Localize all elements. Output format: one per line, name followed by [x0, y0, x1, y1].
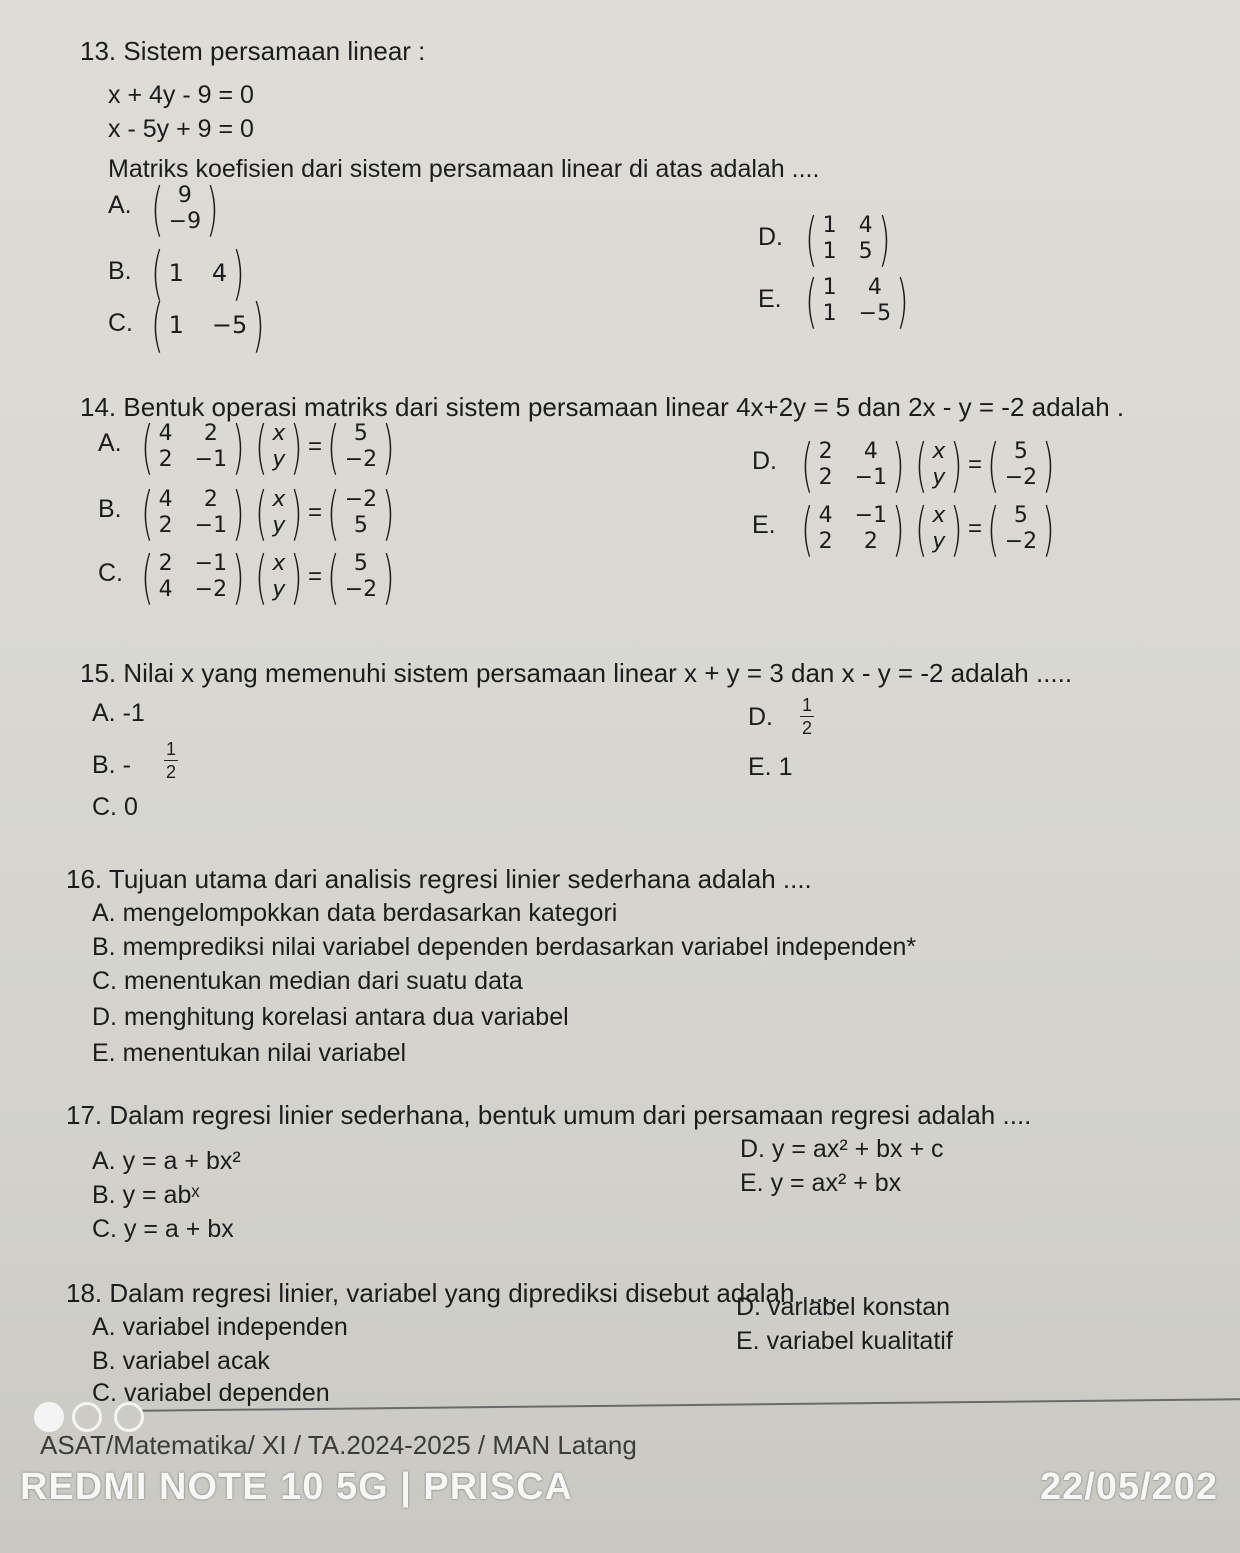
q15-option-a: A. -1 [92, 699, 145, 727]
q13-option-c-matrix: ( 1 −5 ) [151, 291, 265, 359]
q14-stem: 14. Bentuk operasi matriks dari sistem persamaan linear 4x+2y = 5 dan 2x - y = -2 adalah . [80, 392, 1125, 422]
variable-y: y [272, 513, 286, 538]
matrix-cell: −1 [854, 503, 888, 528]
variable-x: x [932, 503, 946, 528]
q14-option-b-equation: ( 4 2 2 −1 ) ( x y ) = ( −2 5 ) [141, 479, 395, 547]
matrix-cell: 2 [158, 447, 173, 472]
matrix-cell: 4 [211, 259, 228, 287]
matrix-cell: 2 [158, 513, 173, 538]
matrix-cell: 2 [818, 529, 833, 554]
camera-watermark-date: 22/05/202 [1040, 1466, 1219, 1508]
matrix-cell: 4 [863, 439, 878, 464]
matrix-cell: −2 [344, 487, 378, 512]
fraction-denominator: 2 [166, 762, 177, 782]
matrix-cell: −5 [858, 301, 892, 326]
q18-option-c: C. variabel dependen [92, 1379, 330, 1407]
q15-option-d-label: D. [748, 703, 773, 731]
q15-option-c: C. 0 [92, 793, 138, 821]
matrix-cell: 4 [818, 503, 833, 528]
q14-option-c-label: C. [98, 559, 123, 587]
matrix-cell: 1 [168, 259, 184, 287]
q15-option-e: E. 1 [748, 753, 793, 781]
matrix-cell: 2 [863, 529, 878, 554]
matrix-cell: 2 [818, 439, 833, 464]
q13-equation-2: x - 5y + 9 = 0 [108, 115, 254, 143]
matrix-cell: 4 [867, 275, 882, 300]
matrix-cell: −1 [194, 447, 228, 472]
matrix-cell: 1 [168, 311, 184, 339]
camera-dot-outline-icon [114, 1402, 144, 1432]
q13-option-b-label: B. [108, 257, 132, 285]
q18-option-b: B. variabel acak [92, 1347, 270, 1375]
q16-stem: 16. Tujuan utama dari analisis regresi linier sederhana adalah .... [66, 864, 812, 894]
q14-option-a-equation: ( 4 2 2 −1 ) ( x y ) = ( 5 −2 ) [141, 413, 395, 481]
matrix-cell: 1 [822, 239, 837, 264]
q13-option-d-label: D. [758, 223, 783, 251]
matrix-cell: −1 [194, 551, 228, 576]
q14-option-c-equation: ( 2 −1 4 −2 ) ( x y ) = ( 5 −2 ) [141, 543, 395, 611]
matrix-cell: 1 [822, 275, 837, 300]
q15-option-b-fraction [164, 738, 178, 783]
camera-dot-outline-icon [72, 1402, 102, 1432]
matrix-cell: 5 [1013, 503, 1028, 528]
equals-sign: = [308, 433, 323, 460]
q17-option-e: E. y = ax² + bx [740, 1169, 902, 1197]
variable-x: x [272, 421, 286, 446]
variable-x: x [272, 487, 286, 512]
equals-sign: = [968, 515, 983, 542]
q18-option-d: D. variabel konstan [736, 1293, 951, 1321]
q16-option-c: C. menentukan median dari suatu data [92, 967, 523, 995]
q17-option-a: A. y = a + bx² [92, 1147, 241, 1175]
q13-option-c-label: C. [108, 309, 133, 337]
matrix-cell: −2 [1004, 529, 1038, 554]
q15-option-d-fraction [800, 694, 814, 739]
q14-option-e-equation: ( 4 −1 2 2 ) ( x y ) = ( 5 −2 ) [801, 495, 1055, 563]
q13-option-b-matrix: ( 1 4 ) [151, 239, 245, 307]
matrix-cell: −9 [168, 209, 202, 234]
camera-dot-filled-icon [34, 1402, 64, 1432]
q13-option-e-label: E. [758, 285, 782, 313]
q13-option-d-matrix: ( 1 4 1 5 ) [805, 205, 891, 273]
q17-option-d: D. y = ax² + bx + c [740, 1135, 944, 1163]
q13-equation-1: x + 4y - 9 = 0 [108, 81, 254, 109]
matrix-cell: −2 [194, 577, 228, 602]
q13-prompt: Matriks koefisien dari sistem persamaan linear di atas adalah .... [108, 155, 820, 183]
q15-option-b-label: B. - [92, 751, 131, 779]
q13-option-a-matrix: ( 9 −9 ) [151, 175, 219, 243]
q13-option-e-matrix: ( 1 4 1 −5 ) [805, 267, 909, 335]
q17-stem: 17. Dalam regresi linier sederhana, bentuk umum dari persamaan regresi adalah .... [66, 1100, 1032, 1130]
matrix-cell: −2 [344, 447, 378, 472]
q16-option-a: A. mengelompokkan data berdasarkan kategori [92, 899, 618, 927]
variable-y: y [272, 577, 286, 602]
q18-option-a: A. variabel independen [92, 1313, 348, 1341]
matrix-cell: 5 [353, 551, 368, 576]
variable-y: y [932, 529, 946, 554]
matrix-cell: 2 [818, 465, 833, 490]
q16-option-e: E. menentukan nilai variabel [92, 1039, 407, 1067]
q15-stem: 15. Nilai x yang memenuhi sistem persamaan linear x + y = 3 dan x - y = -2 adalah ..... [80, 658, 1073, 688]
matrix-cell: −1 [194, 513, 228, 538]
matrix-cell: −2 [1004, 465, 1038, 490]
variable-y: y [272, 447, 286, 472]
q14-option-a-label: A. [98, 429, 122, 457]
q17-option-c: C. y = a + bx [92, 1215, 234, 1243]
camera-watermark-device: REDMI NOTE 10 5G | PRISCA [20, 1466, 573, 1508]
matrix-cell: 5 [1013, 439, 1028, 464]
matrix-cell: 9 [177, 183, 192, 208]
q13-stem: 13. Sistem persamaan linear : [80, 36, 426, 66]
matrix-cell: 5 [353, 421, 368, 446]
matrix-cell: 4 [158, 421, 173, 446]
q14-option-e-label: E. [752, 511, 776, 539]
q17-option-b: B. y = abˣ [92, 1181, 200, 1209]
fraction-denominator: 2 [802, 718, 813, 738]
equals-sign: = [308, 563, 323, 590]
matrix-cell: 5 [858, 239, 873, 264]
matrix-cell: 4 [858, 213, 873, 238]
exam-footer: ASAT/Matematika/ XI / TA.2024-2025 / MAN Latang [40, 1430, 637, 1460]
matrix-cell: 1 [822, 213, 837, 238]
matrix-cell: 2 [203, 487, 218, 512]
q16-option-b: B. memprediksi nilai variabel dependen berdasarkan variabel independen* [92, 933, 917, 961]
q14-option-d-equation: ( 2 4 2 −1 ) ( x y ) = ( 5 −2 ) [801, 431, 1055, 499]
q16-option-d: D. menghitung korelasi antara dua variabel [92, 1003, 569, 1031]
matrix-cell: 4 [158, 487, 173, 512]
matrix-cell: −2 [344, 577, 378, 602]
matrix-cell: 4 [158, 577, 173, 602]
variable-y: y [932, 465, 946, 490]
matrix-cell: 5 [353, 513, 368, 538]
matrix-cell: 1 [822, 301, 837, 326]
q13-option-a-label: A. [108, 191, 132, 219]
fraction-numerator: 1 [802, 695, 813, 715]
equals-sign: = [308, 499, 323, 526]
matrix-cell: −1 [854, 465, 888, 490]
matrix-cell: 2 [158, 551, 173, 576]
equals-sign: = [968, 451, 983, 478]
variable-x: x [272, 551, 286, 576]
variable-x: x [932, 439, 946, 464]
q18-stem: 18. Dalam regresi linier, variabel yang diprediksi disebut adalah ..... [66, 1278, 838, 1308]
fraction-numerator: 1 [166, 739, 177, 759]
q14-option-b-label: B. [98, 495, 122, 523]
q14-option-d-label: D. [752, 447, 777, 475]
q18-option-e: E. variabel kualitatif [736, 1327, 953, 1355]
matrix-cell: 2 [203, 421, 218, 446]
matrix-cell: −5 [211, 311, 248, 339]
